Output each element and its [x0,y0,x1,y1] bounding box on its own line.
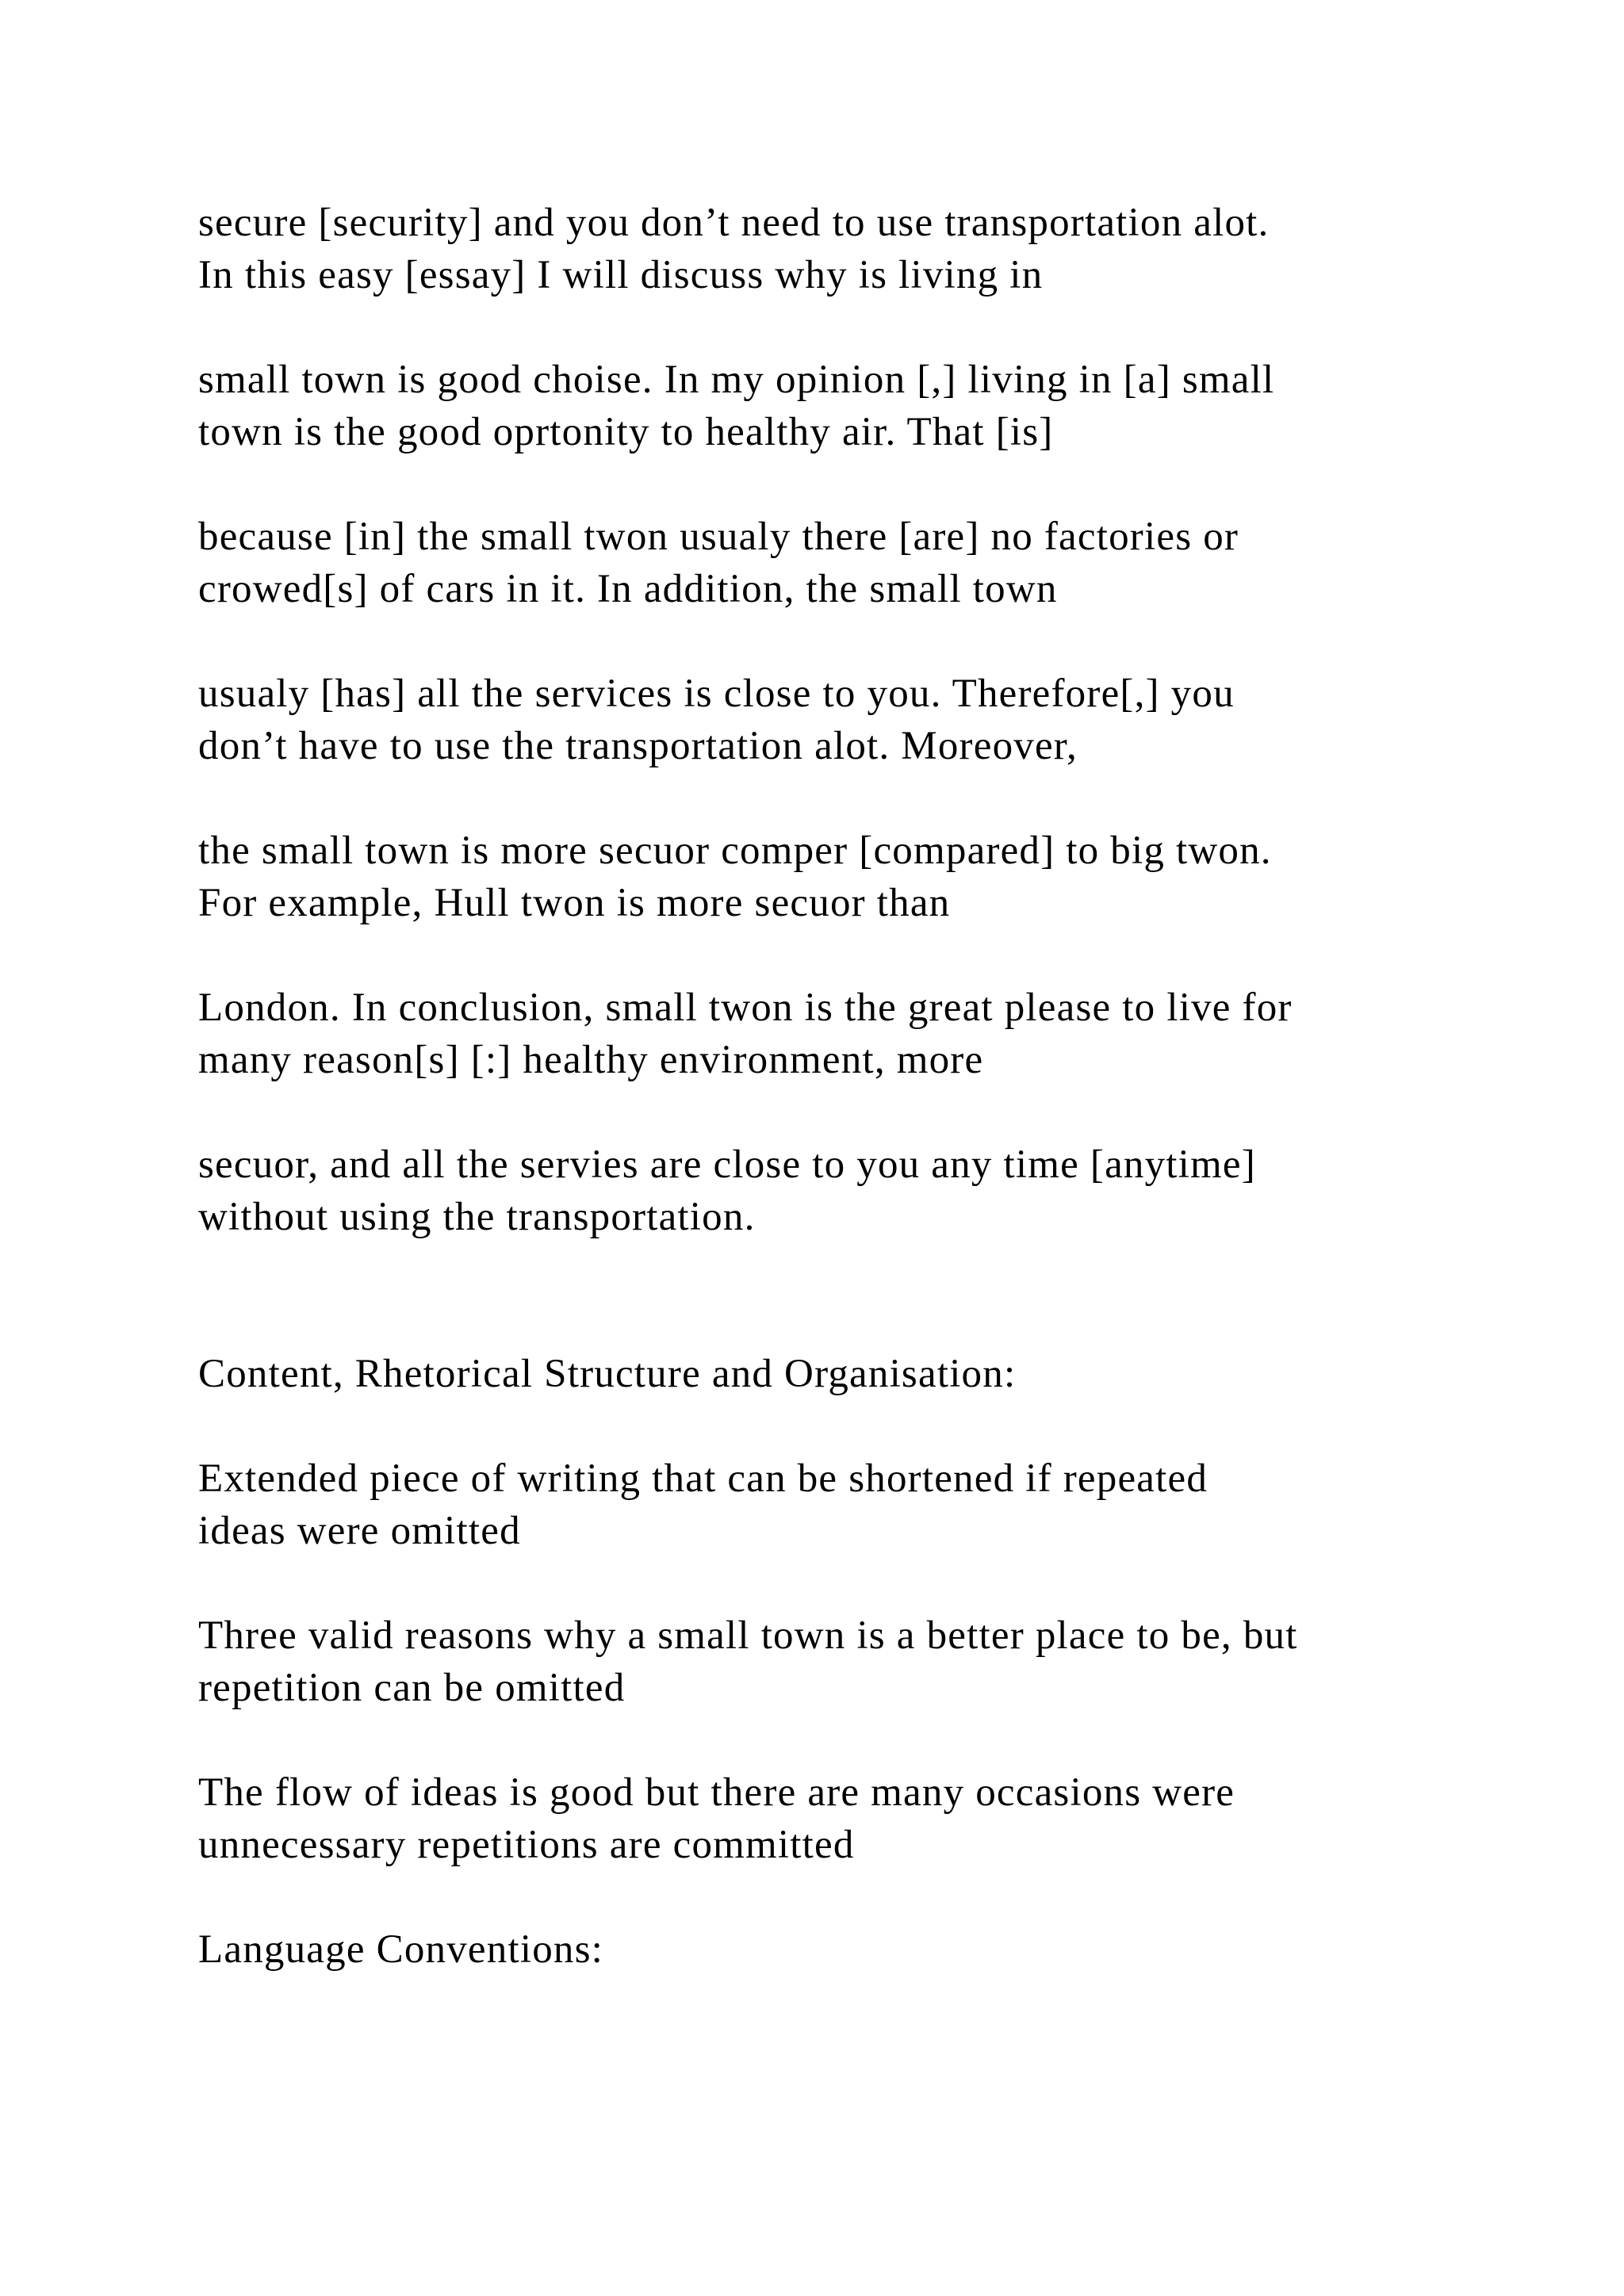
essay-paragraph [198,982,1507,1086]
text-line: ideas were omitted [198,1509,521,1553]
text-line: many reason[s] [:] healthy environment, more [198,1038,984,1082]
text-line: the small town is more secuor comper [compared] to big twon. [198,828,1272,873]
essay-paragraph [198,354,1507,458]
text-line: The flow of ideas is good but there are many occasions were [198,1770,1235,1815]
text-line: Three valid reasons why a small town is a better place to be, but [198,1613,1298,1658]
text-line: unnecessary repetitions are committed [198,1823,855,1867]
section-spacer [198,1295,1507,1348]
text-line: usualy [has] all the services is close to you. Therefore[,] you [198,672,1235,716]
essay-paragraph [198,197,1507,301]
text-line: For example, Hull twon is more secuor than [198,881,951,925]
text-line: secure [security] and you don’t need to use transportation alot. [198,201,1270,245]
text-line: In this easy [essay] I will discuss why is living in [198,253,1044,297]
essay-paragraph [198,1138,1507,1243]
heading-text: Language Conventions: [198,1927,604,1972]
text-line: small town is good choise. In my opinion [,] living in [a] small [198,358,1275,402]
feedback-comment [198,1452,1507,1557]
text-line: repetition can be omitted [198,1666,626,1710]
heading-text: Content, Rhetorical Structure and Organisation: [198,1352,1017,1396]
text-line: don’t have to use the transportation alot. Moreover, [198,724,1078,768]
text-line: without using the transportation. [198,1195,756,1239]
section-heading [198,1923,1507,1976]
document-body [198,197,1507,2028]
essay-paragraph [198,825,1507,929]
essay-paragraph [198,668,1507,772]
feedback-heading [198,1348,1507,1400]
feedback-comment [198,1766,1507,1871]
text-line: London. In conclusion, small twon is the great please to live for [198,985,1293,1030]
text-line: crowed[s] of cars in it. In addition, the small town [198,567,1058,611]
text-line: secuor, and all the servies are close to you any time [anytime] [198,1142,1256,1187]
text-line: town is the good oprtonity to healthy air. That [is] [198,410,1054,454]
essay-paragraph [198,511,1507,615]
text-line: Extended piece of writing that can be shortened if repeated [198,1456,1208,1501]
feedback-comment [198,1609,1507,1714]
text-line: because [in] the small twon usualy there [are] no factories or [198,515,1239,559]
